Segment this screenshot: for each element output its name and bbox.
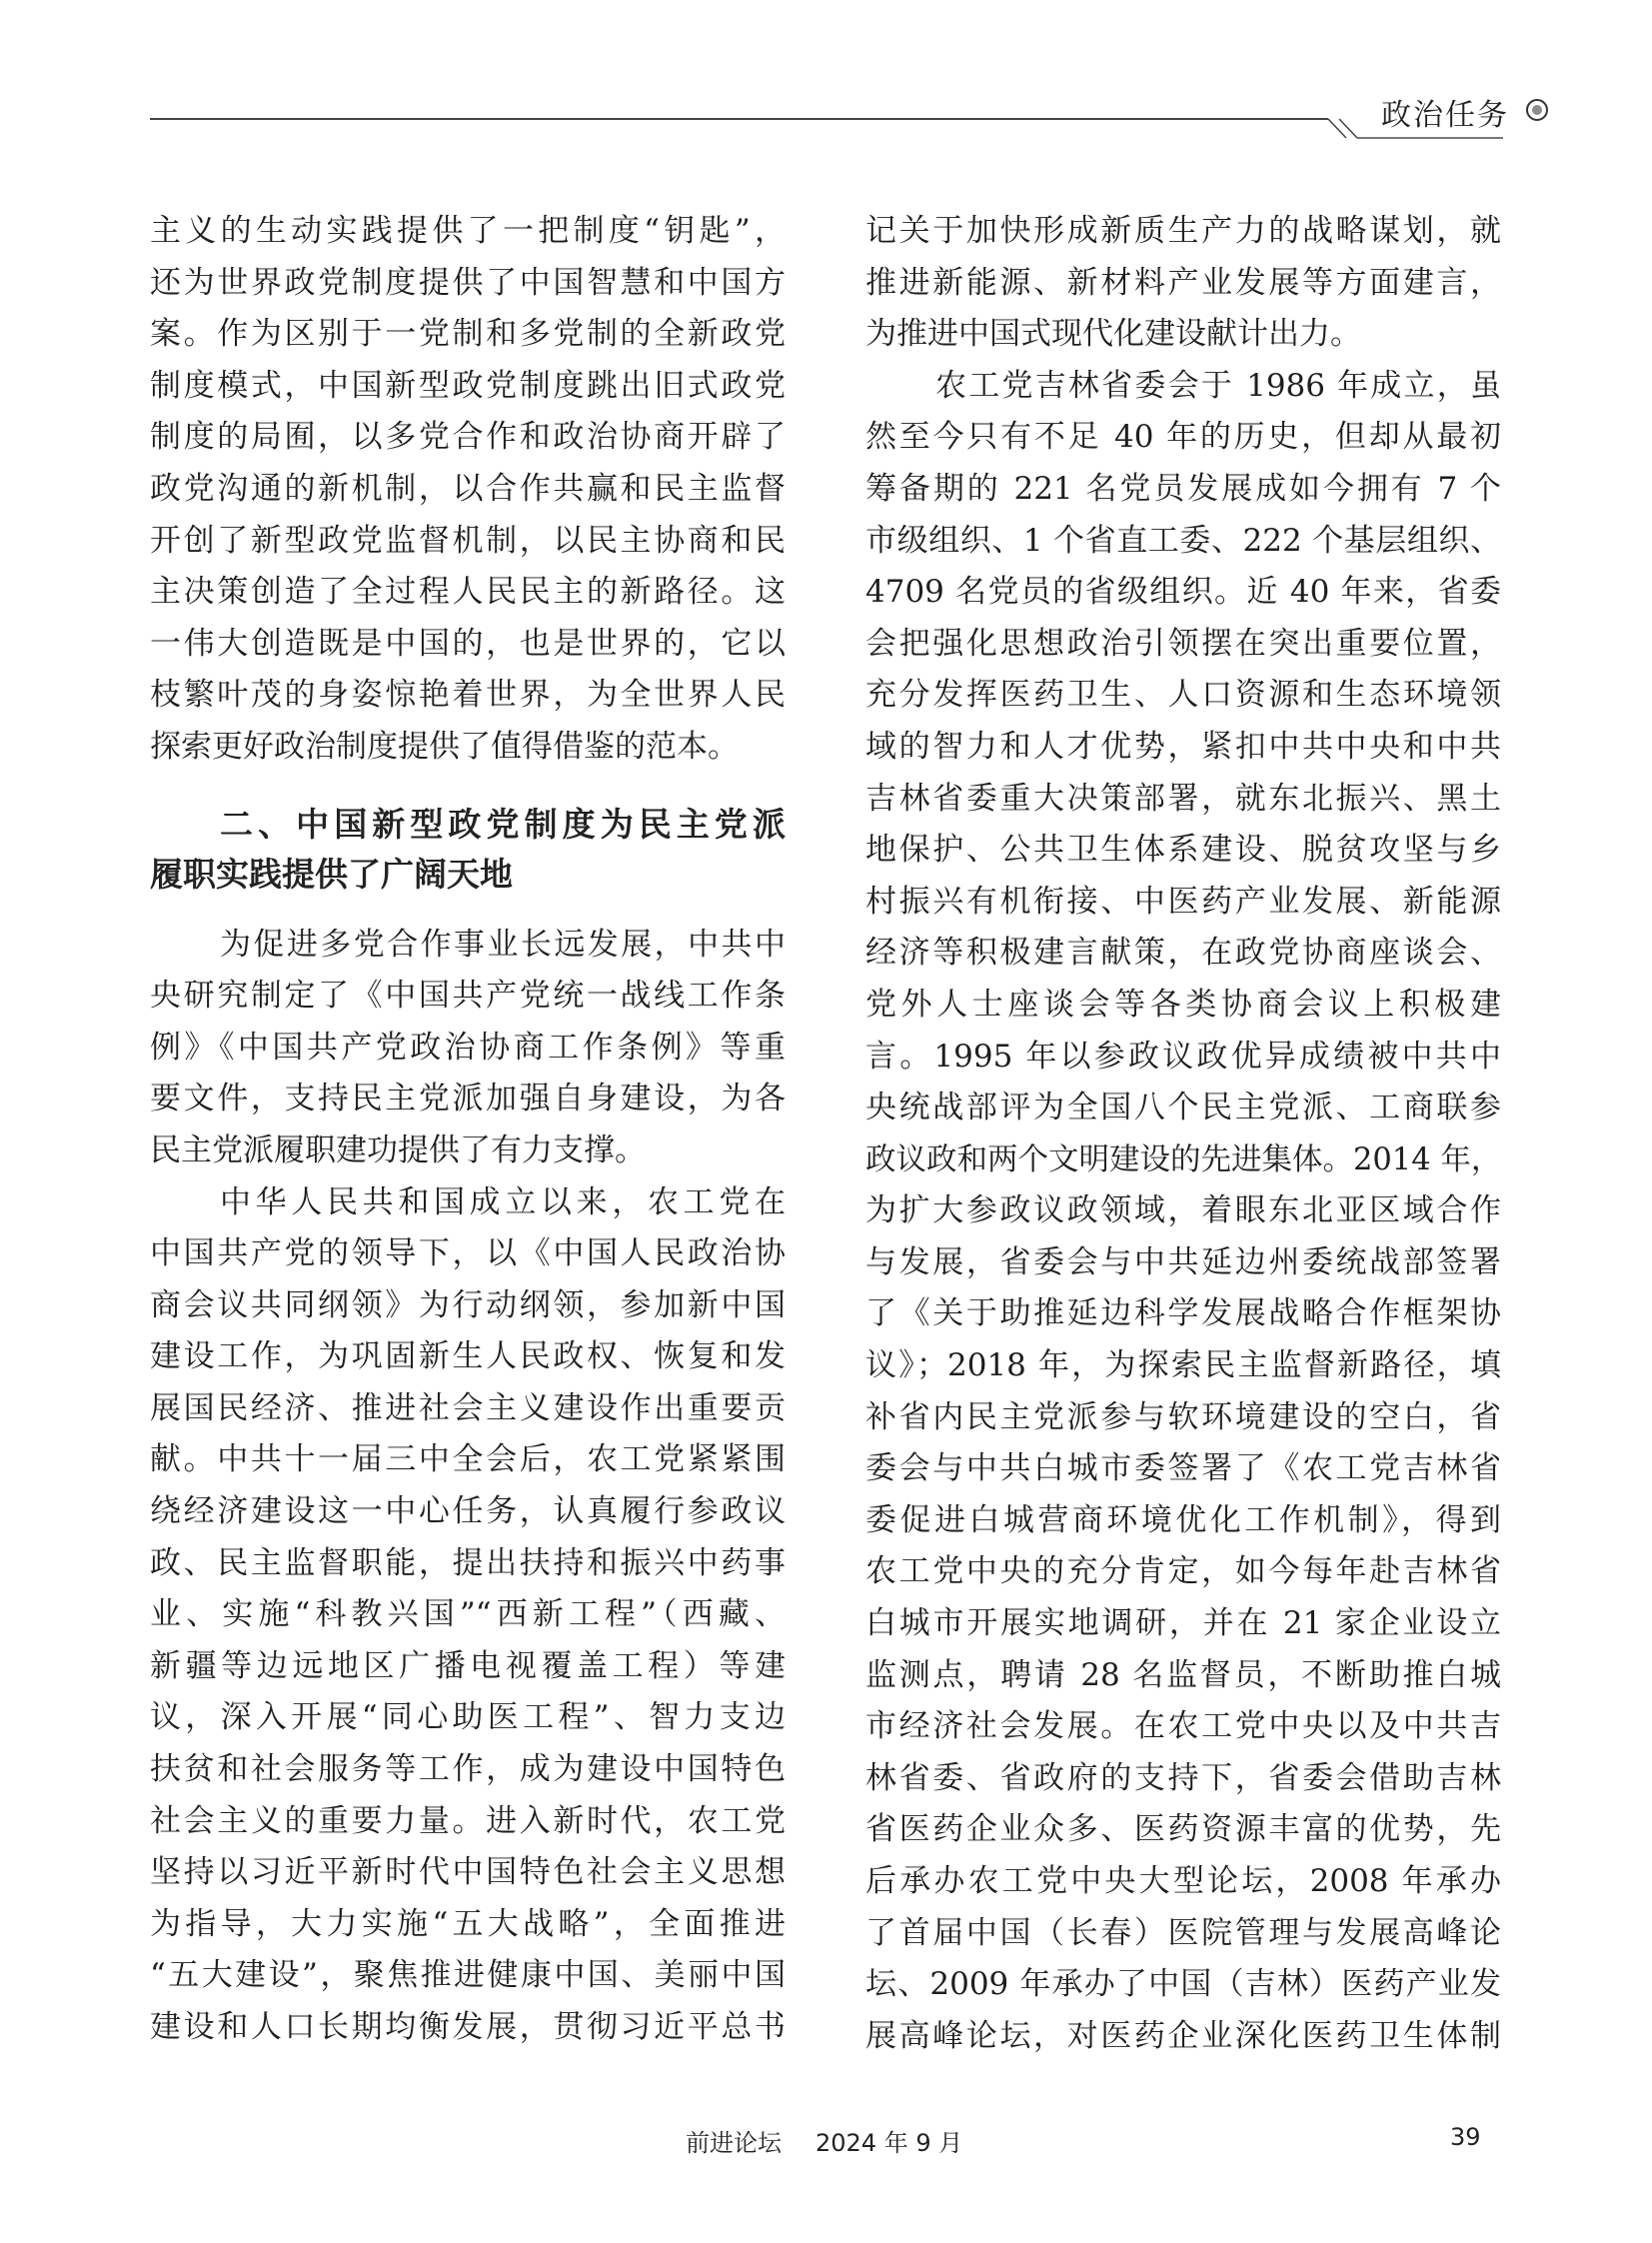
paragraph-line: 要文件，支持民主党派加强自身建设，为各 [150, 1081, 786, 1118]
paragraph-line: 为推进中国式现代化建设献计出力。 [865, 316, 1361, 353]
paragraph-line: 扶贫和社会服务等工作，成为建设中国特色 [150, 1751, 786, 1788]
paragraph-line: 后承办农工党中央大型论坛，2008 年承办 [865, 1863, 1501, 1899]
right-column [865, 206, 1501, 2062]
publication-name: 前进论坛 [686, 2129, 782, 2157]
paragraph-line: 林省委、省政府的支持下，省委会借助吉林 [865, 1759, 1501, 1796]
paragraph-line: 坚持以习近平新时代中国特色社会主义思想 [150, 1854, 786, 1891]
paragraph-line: 案。作为区别于一党制和多党制的全新政党 [150, 316, 786, 353]
paragraph-line: 社会主义的重要力量。进入新时代，农工党 [150, 1802, 786, 1839]
paragraph-line: 政议政和两个文明建设的先进集体。2014 年， [865, 1141, 1501, 1177]
footer-publication-info [686, 2123, 996, 2158]
paragraph-line: 委会与中共白城市委签署了《农工党吉林省 [865, 1450, 1501, 1487]
paragraph-line: 展高峰论坛，对医药企业深化医药卫生体制 [865, 2017, 1501, 2054]
paragraph-line: 枝繁叶茂的身姿惊艳着世界，为全世界人民 [150, 677, 786, 714]
paragraph-line: 域的智力和人才优势，紧扣中共中央和中共 [865, 728, 1501, 765]
paragraph-line: 民主党派履职建功提供了有力支撑。 [150, 1131, 646, 1168]
paragraph-line: 一伟大创造既是中国的，也是世界的，它以 [150, 625, 786, 662]
paragraph-line: 记关于加快形成新质生产力的战略谋划，就 [865, 213, 1501, 249]
paragraph-line: 省医药企业众多、医药资源丰富的优势，先 [865, 1811, 1501, 1848]
paragraph-line: 吉林省委重大决策部署，就东北振兴、黑土 [865, 780, 1501, 817]
paragraph-line: 政、民主监督职能，提出扶持和振兴中药事 [150, 1544, 786, 1581]
paragraph-line: 建设工作，为巩固新生人民政权、恢复和发 [150, 1338, 786, 1375]
paragraph-line: 献。中共十一届三中全会后，农工党紧紧围 [150, 1441, 786, 1478]
paragraph-line: 政党沟通的新机制，以合作共赢和民主监督 [150, 470, 786, 507]
paragraph-line: 市经济社会发展。在农工党中央以及中共吉 [865, 1708, 1501, 1745]
paragraph-line: 然至今只有不足 40 年的历史，但却从最初 [865, 419, 1501, 456]
paragraph-line: 制度模式，中国新型政党制度跳出旧式政党 [150, 367, 786, 404]
paragraph-line: 充分发挥医药卫生、人口资源和生态环境领 [865, 677, 1501, 714]
paragraph-line: 议，深入开展“同心助医工程”、智力支边 [150, 1699, 786, 1736]
paragraph-line: 推进新能源、新材料产业发展等方面建言， [865, 264, 1501, 301]
paragraph-line: 例》《中国共产党政治协商工作条例》等重 [150, 1029, 786, 1066]
paragraph-line: 白城市开展实地调研，并在 21 家企业设立 [865, 1605, 1501, 1642]
paragraph-line: 筹备期的 221 名党员发展成如今拥有 7 个 [865, 470, 1501, 507]
paragraph-line: 探索更好政治制度提供了值得借鉴的范本。 [150, 728, 739, 765]
paragraph-line: 4709 名党员的省级组织。近 40 年来，省委 [865, 574, 1501, 611]
paragraph-line: 商会议共同纲领》为行动纲领，参加新中国 [150, 1286, 786, 1323]
paragraph-line: 了首届中国（长春）医院管理与发展高峰论 [865, 1914, 1501, 1951]
paragraph-line: 央统战部评为全国八个民主党派、工商联参 [865, 1090, 1501, 1126]
issue-date: 2024 年 9 月 [816, 2129, 963, 2157]
paragraph-line: 中国共产党的领导下，以《中国人民政治协 [150, 1235, 786, 1272]
paragraph-line: “五大建设”，聚焦推进健康中国、美丽中国 [150, 1957, 786, 1994]
left-column [150, 206, 786, 2054]
bullseye-circle-icon [1526, 99, 1548, 121]
paragraph-line: 业、实施“科教兴国”“西新工程”（西藏、 [150, 1596, 786, 1633]
paragraph-line: 党外人士座谈会等各类协商会议上积极建 [865, 986, 1501, 1023]
paragraph-line: 央研究制定了《中国共产党统一战线工作条 [150, 978, 786, 1015]
paragraph-line: 会把强化思想政治引领摆在突出重要位置， [865, 625, 1501, 662]
paragraph-line: 开创了新型政党监督机制，以民主协商和民 [150, 522, 786, 559]
paragraph-line: 为扩大参政议政领域，着眼东北亚区域合作 [865, 1192, 1501, 1229]
page-number: 39 [1450, 2123, 1481, 2151]
section-heading-line: 履职实践提供了广阔天地 [150, 854, 513, 894]
paragraph-line: 建设和人口长期均衡发展，贯彻习近平总书 [150, 2009, 786, 2045]
paragraph-line: 展国民经济、推进社会主义建设作出重要贡 [150, 1389, 786, 1426]
paragraph-line: 言。1995 年以参政议政优异成绩被中共中 [865, 1038, 1501, 1075]
paragraph-line: 监测点，聘请 28 名监督员，不断助推白城 [865, 1656, 1501, 1693]
paragraph-line: 新疆等边远地区广播电视覆盖工程）等建 [150, 1647, 786, 1684]
paragraph-line: 为指导，大力实施“五大战略”，全面推进 [150, 1905, 786, 1942]
paragraph-line: 主决策创造了全过程人民民主的新路径。这 [150, 574, 786, 611]
paragraph-line: 主义的生动实践提供了一把制度“钥匙”， [150, 213, 786, 249]
paragraph-line: 村振兴有机衔接、中医药产业发展、新能源 [865, 883, 1501, 920]
paragraph-line: 议》；2018 年，为探索民主监督新路径，填 [865, 1347, 1501, 1384]
paragraph-line: 还为世界政党制度提供了中国智慧和中国方 [150, 264, 786, 301]
paragraph-line: 地保护、公共卫生体系建设、脱贫攻坚与乡 [865, 832, 1501, 869]
header-rule [0, 0, 1652, 160]
paragraph-line: 农工党中央的充分肯定，如今每年赴吉林省 [865, 1553, 1501, 1590]
paragraph-line: 中华人民共和国成立以来，农工党在 [220, 1183, 786, 1220]
paragraph-line: 制度的局囿，以多党合作和政治协商开辟了 [150, 419, 786, 456]
paragraph-line: 市级组织、1 个省直工委、222 个基层组织、 [865, 522, 1501, 559]
section-heading-line: 二、中国新型政党制度为民主党派 [220, 804, 786, 844]
paragraph-line: 委促进白城营商环境优化工作机制》，得到 [865, 1501, 1501, 1538]
paragraph-line: 绕经济建设这一中心任务，认真履行参政议 [150, 1493, 786, 1530]
paragraph-line: 农工党吉林省委会于 1986 年成立，虽 [935, 367, 1501, 404]
paragraph-line: 与发展，省委会与中共延边州委统战部签署 [865, 1243, 1501, 1280]
paragraph-line: 为促进多党合作事业长远发展，中共中 [220, 926, 786, 963]
paragraph-line: 经济等积极建言献策，在政党协商座谈会、 [865, 935, 1501, 972]
paragraph-line: 坛、2009 年承办了中国（吉林）医药产业发 [865, 1966, 1501, 2003]
section-title: 政治任务 [1381, 98, 1509, 133]
paragraph-line: 补省内民主党派参与软环境建设的空白，省 [865, 1398, 1501, 1435]
paragraph-line: 了《关于助推延边科学发展战略合作框架协 [865, 1295, 1501, 1332]
